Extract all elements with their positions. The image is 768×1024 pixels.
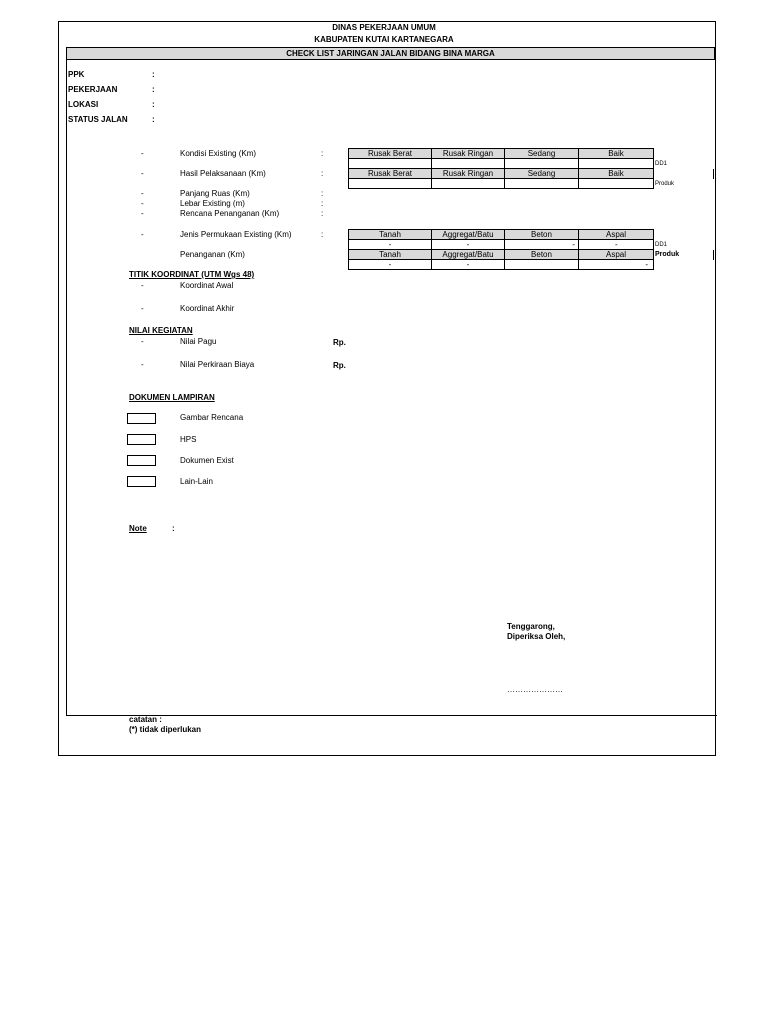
panjang-colon: : <box>321 189 324 198</box>
hasil-header-baik: Baik <box>579 169 654 179</box>
panjang-dash: - <box>141 189 144 198</box>
surface-header-aspal: Aspal <box>579 230 654 240</box>
treatment-aggregat: - <box>432 260 505 270</box>
koordinat-akhir-dash: - <box>141 304 144 313</box>
pekerjaan-colon: : <box>152 85 155 94</box>
treatment-tanah: - <box>349 260 432 270</box>
tidak-diperlukan-note: (*) tidak diperlukan <box>129 725 202 734</box>
hasil-value-cell <box>349 179 432 189</box>
hasil-value-cell <box>505 179 579 189</box>
lain-lain-checkbox[interactable] <box>127 476 156 487</box>
hasil-pelaksanaan-table <box>348 168 654 189</box>
margin-tick <box>713 250 714 260</box>
koordinat-heading: TITIK KOORDINAT (UTM Wgs 48) <box>129 270 255 279</box>
dokumen-heading: DOKUMEN LAMPIRAN <box>129 393 215 402</box>
hps-label: HPS <box>180 435 197 444</box>
kondisi-existing-label: Kondisi Existing (Km) <box>180 149 257 158</box>
hasil-value-cell <box>579 179 654 189</box>
surface-existing-aggregat: - <box>432 240 505 250</box>
nilai-kegiatan-heading: NILAI KEGIATAN <box>129 326 193 335</box>
hasil-pelaksanaan-label: Hasil Pelaksanaan (Km) <box>180 169 266 178</box>
kondisi-header-rusak-ringan: Rusak Ringan <box>432 149 505 159</box>
jenis-colon: : <box>321 230 324 239</box>
signature-place: Tenggarong, <box>507 622 555 631</box>
hasil-dash: - <box>141 169 144 178</box>
kondisi-colon: : <box>321 149 324 158</box>
dokumen-exist-label: Dokumen Exist <box>180 456 234 465</box>
treatment-beton <box>505 260 579 270</box>
nilai-perkiraan-dash: - <box>141 360 144 369</box>
catatan-label: catatan : <box>129 715 162 724</box>
kondisi-header-sedang: Sedang <box>505 149 579 159</box>
hasil-header-sedang: Sedang <box>505 169 579 179</box>
nilai-perkiraan-currency: Rp. <box>333 361 346 370</box>
kondisi-value-cell <box>432 159 505 169</box>
dokumen-exist-checkbox[interactable] <box>127 455 156 466</box>
penanganan-label: Penanganan (Km) <box>180 250 245 259</box>
lain-lain-label: Lain-Lain <box>180 477 213 486</box>
margin-tick <box>713 169 714 179</box>
hasil-header-rusak-berat: Rusak Berat <box>349 169 432 179</box>
kondisi-dash: - <box>141 149 144 158</box>
surface-existing-beton: - <box>505 240 579 250</box>
hps-checkbox[interactable] <box>127 434 156 445</box>
hasil-colon: : <box>321 169 324 178</box>
lokasi-label: LOKASI <box>68 100 99 109</box>
rencana-penanganan-label: Rencana Penanganan (Km) <box>180 209 280 218</box>
surface-existing-tanah: - <box>349 240 432 250</box>
koordinat-awal-label: Koordinat Awal <box>180 281 234 290</box>
treatment-header-aggregat: Aggregat/Batu <box>432 250 505 260</box>
ppk-colon: : <box>152 70 155 79</box>
kondisi-value-cell <box>349 159 432 169</box>
treatment-header-aspal: Aspal <box>579 250 654 260</box>
status-jalan-label: STATUS JALAN <box>68 115 128 124</box>
surface-header-beton: Beton <box>505 230 579 240</box>
treatment-header-beton: Beton <box>505 250 579 260</box>
panjang-ruas-label: Panjang Ruas (Km) <box>180 189 250 198</box>
note-colon: : <box>172 524 175 533</box>
rencana-dash: - <box>141 209 144 218</box>
lebar-dash: - <box>141 199 144 208</box>
nilai-pagu-dash: - <box>141 337 144 346</box>
nilai-perkiraan-label: Nilai Perkiraan Biaya <box>180 360 255 369</box>
regency-name: KABUPATEN KUTAI KARTANEGARA <box>314 35 454 44</box>
lebar-existing-label: Lebar Existing (m) <box>180 199 245 208</box>
gambar-rencana-checkbox[interactable] <box>127 413 156 424</box>
ppk-label: PPK <box>68 70 85 79</box>
treatment-header-tanah: Tanah <box>349 250 432 260</box>
surface-header-tanah: Tanah <box>349 230 432 240</box>
jenis-dash: - <box>141 230 144 239</box>
rencana-colon: : <box>321 209 324 218</box>
nilai-pagu-currency: Rp. <box>333 338 346 347</box>
treatment-aspal: - <box>579 260 654 270</box>
surface-existing-aspal: - <box>579 240 654 250</box>
gambar-rencana-label: Gambar Rencana <box>180 413 244 422</box>
lebar-colon: : <box>321 199 324 208</box>
kondisi-existing-table <box>348 148 654 169</box>
dd1-note: DD1 <box>655 161 668 167</box>
lokasi-colon: : <box>152 100 155 109</box>
koordinat-akhir-label: Koordinat Akhir <box>180 304 235 313</box>
note-label: Note <box>129 524 147 533</box>
kondisi-value-cell <box>579 159 654 169</box>
signature-checked-by: Diperiksa Oleh, <box>507 632 566 641</box>
koordinat-awal-dash: - <box>141 281 144 290</box>
dd1-note-2: DD1 <box>655 242 668 248</box>
produk-note-2: Produk <box>655 251 680 258</box>
hasil-header-rusak-ringan: Rusak Ringan <box>432 169 505 179</box>
agency-name: DINAS PEKERJAAN UMUM <box>332 23 436 32</box>
status-jalan-colon: : <box>152 115 155 124</box>
surface-header-aggregat: Aggregat/Batu <box>432 230 505 240</box>
produk-note: Produk <box>655 181 675 187</box>
hasil-value-cell <box>432 179 505 189</box>
surface-type-table <box>348 229 654 270</box>
nilai-pagu-label: Nilai Pagu <box>180 337 217 346</box>
checklist-title: CHECK LIST JARINGAN JALAN BIDANG BINA MARGA <box>66 47 715 60</box>
jenis-permukaan-label: Jenis Permukaan Existing (Km) <box>180 230 292 239</box>
signature-dots: ………………… <box>507 685 563 694</box>
pekerjaan-label: PEKERJAAN <box>68 85 118 94</box>
kondisi-header-baik: Baik <box>579 149 654 159</box>
kondisi-value-cell <box>505 159 579 169</box>
kondisi-header-rusak-berat: Rusak Berat <box>349 149 432 159</box>
